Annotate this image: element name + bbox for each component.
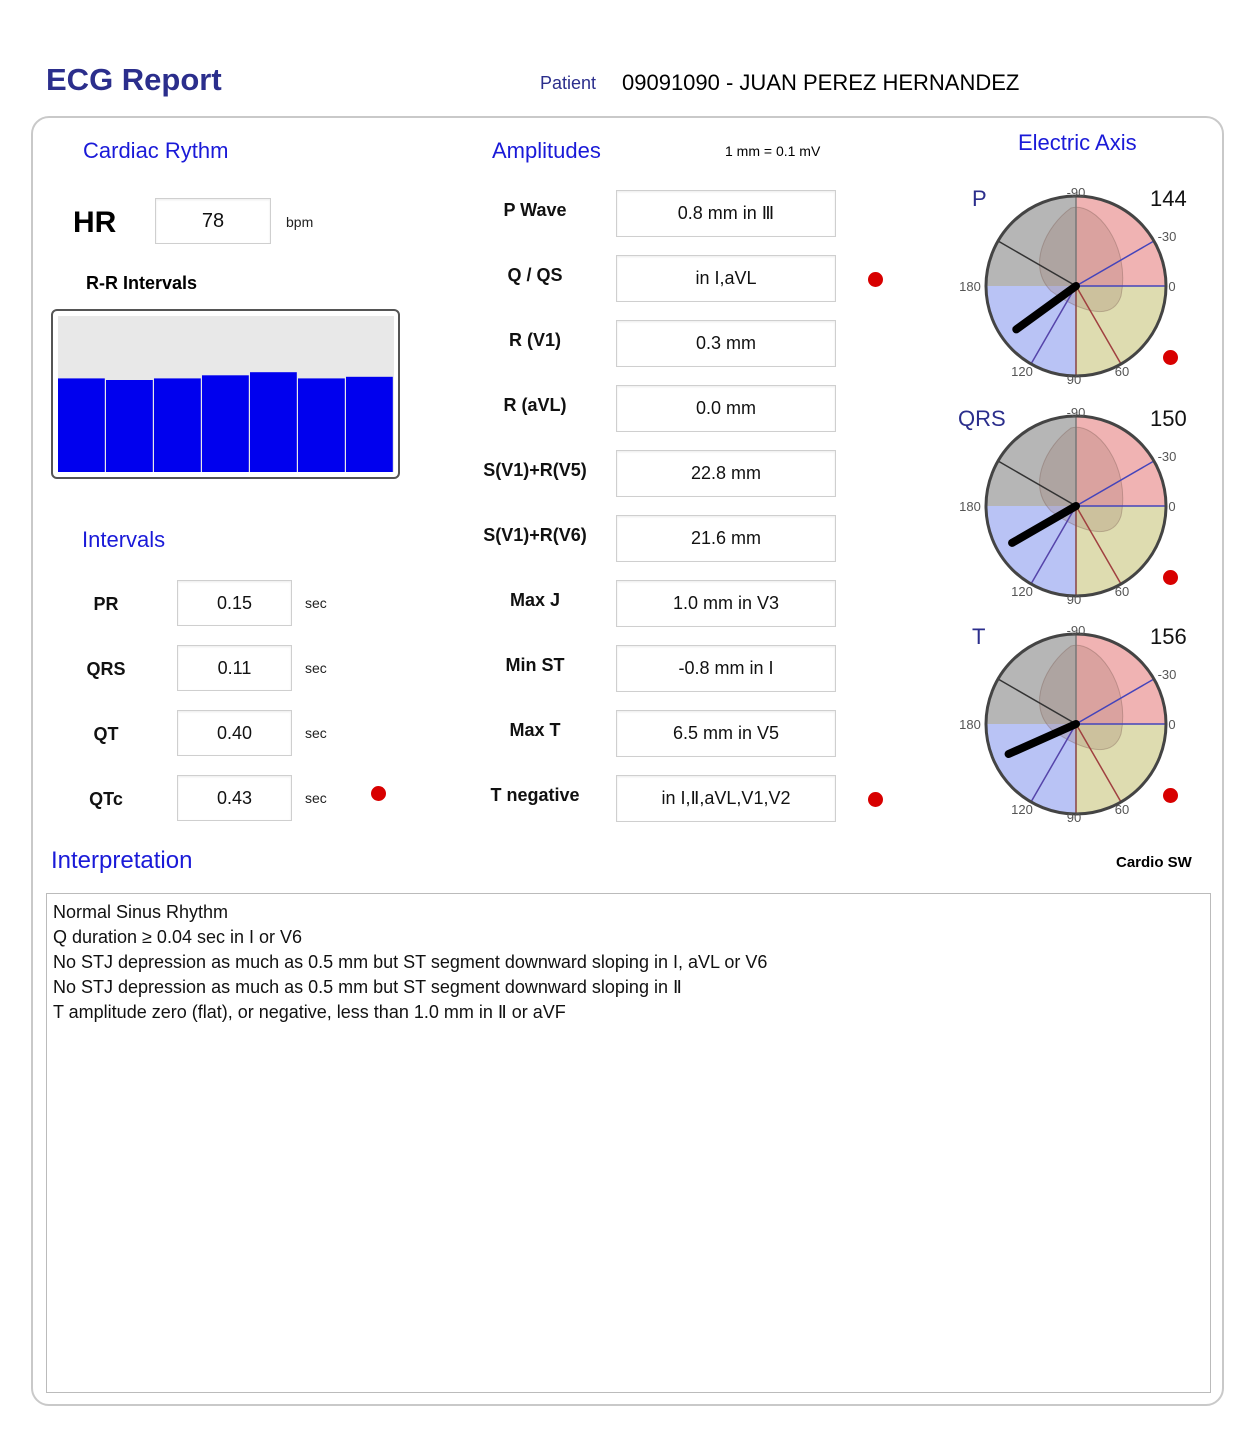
amplitude-label: T negative xyxy=(490,785,580,805)
abnormal-flag-icon xyxy=(1163,570,1178,585)
dial-tick-label: -90 xyxy=(1066,405,1086,420)
dial-tick-label: -90 xyxy=(1066,623,1086,638)
amplitude-label: Max J xyxy=(509,590,561,610)
intervals-title: Intervals xyxy=(82,527,166,552)
dial-tick-label: 90 xyxy=(1066,592,1082,605)
dial-tick-label: 120 xyxy=(1011,584,1033,599)
rr-intervals-svg xyxy=(58,316,394,472)
rr-interval-bar xyxy=(250,372,297,472)
rr-intervals-plot xyxy=(58,316,394,472)
patient-value: 09091090 - JUAN PEREZ HERNANDEZ xyxy=(622,70,1020,95)
report-title: ECG Report xyxy=(46,62,222,97)
cardiac-rhythm-title: Cardiac Rythm xyxy=(83,138,229,163)
hr-value-field: 78 xyxy=(155,198,271,244)
dial-tick-label: -90 xyxy=(1066,185,1086,200)
interval-unit: sec xyxy=(305,595,327,611)
interval-value-field: 0.15 xyxy=(177,580,292,626)
interval-label: QRS xyxy=(86,659,126,679)
abnormal-flag-icon xyxy=(1163,350,1178,365)
interval-label: QT xyxy=(93,724,119,744)
interval-unit: sec xyxy=(305,790,327,806)
interpretation-line: Q duration ≥ 0.04 sec in I or V6 xyxy=(53,927,303,947)
amplitude-scale-note: 1 mm = 0.1 mV xyxy=(725,143,821,159)
dial-tick-label: -30 xyxy=(1157,229,1177,244)
interpretation-line: No STJ depression as much as 0.5 mm but ST segment downward sloping in Ⅱ xyxy=(53,977,682,997)
amplitude-label: R (V1) xyxy=(508,330,561,350)
amplitude-label: S(V1)+R(V6) xyxy=(483,525,587,545)
patient-label: Patient xyxy=(540,73,597,93)
dial-tick-label: 120 xyxy=(1011,364,1033,379)
amplitude-label: R (aVL) xyxy=(503,395,567,415)
amplitude-label: P Wave xyxy=(503,200,567,220)
dial-tick-label: 90 xyxy=(1066,810,1082,823)
interval-unit: sec xyxy=(305,660,327,676)
dial-tick-label: 180 xyxy=(959,279,981,294)
amplitude-value-field: 0.8 mm in Ⅲ xyxy=(616,190,836,237)
interpretation-source: Cardio SW xyxy=(1116,854,1192,871)
amplitude-label: S(V1)+R(V5) xyxy=(483,460,587,480)
dial-tick-label: -30 xyxy=(1157,667,1177,682)
dial-tick-label: -30 xyxy=(1157,449,1177,464)
dial-tick-label: 60 xyxy=(1114,802,1130,817)
rr-interval-bar xyxy=(58,378,105,472)
interpretation-line: Normal Sinus Rhythm xyxy=(53,902,229,922)
abnormal-flag-icon xyxy=(868,272,883,287)
amplitude-value-field: 0.3 mm xyxy=(616,320,836,367)
axis-dial-value: 144 xyxy=(1150,186,1187,211)
dial-tick-label: 180 xyxy=(959,717,981,732)
dial-tick-label: 0 xyxy=(1168,717,1176,732)
amplitude-value-field: 6.5 mm in V5 xyxy=(616,710,836,757)
interpretation-lines xyxy=(53,900,1204,1025)
interval-value-field: 0.11 xyxy=(177,645,292,691)
interval-label: QTc xyxy=(89,789,123,809)
hr-label: HR xyxy=(73,206,117,239)
dial-tick-label: 60 xyxy=(1114,584,1130,599)
amplitude-label: Q / QS xyxy=(507,265,563,285)
rr-interval-bar xyxy=(202,375,249,472)
rr-interval-bar xyxy=(106,380,153,472)
dial-tick-label: 60 xyxy=(1114,364,1130,379)
electric-axis-title: Electric Axis xyxy=(1018,130,1137,155)
amplitude-label: Max T xyxy=(509,720,561,740)
interval-unit: sec xyxy=(305,725,327,741)
hr-unit: bpm xyxy=(286,214,314,230)
dial-tick-label: 0 xyxy=(1168,499,1176,514)
amplitude-value-field: 0.0 mm xyxy=(616,385,836,432)
amplitude-value-field: 22.8 mm xyxy=(616,450,836,497)
dial-tick-label: 0 xyxy=(1168,279,1176,294)
axis-dial-value: 150 xyxy=(1150,406,1187,431)
amplitude-value-field: 21.6 mm xyxy=(616,515,836,562)
interpretation-title: Interpretation xyxy=(51,847,193,874)
rr-interval-bar xyxy=(346,377,393,472)
amplitudes-title: Amplitudes xyxy=(492,138,601,163)
interval-label: PR xyxy=(93,594,119,614)
axis-dial-value: 156 xyxy=(1150,624,1187,649)
abnormal-flag-icon xyxy=(371,786,386,801)
abnormal-flag-icon xyxy=(868,792,883,807)
rr-interval-bar xyxy=(154,378,201,472)
interpretation-line: No STJ depression as much as 0.5 mm but ST segment downward sloping in I, aVL or V6 xyxy=(53,952,768,972)
amplitude-value-field: in I,aVL xyxy=(616,255,836,302)
interpretation-textbox[interactable] xyxy=(46,893,1211,1393)
axis-dial-label: QRS xyxy=(958,406,1006,431)
amplitude-value-field: 1.0 mm in V3 xyxy=(616,580,836,627)
rr-intervals-title: R-R Intervals xyxy=(86,273,198,293)
amplitude-value-field: -0.8 mm in I xyxy=(616,645,836,692)
amplitude-value-field: in I,Ⅱ,aVL,V1,V2 xyxy=(616,775,836,822)
rr-interval-bar xyxy=(298,378,345,472)
dial-tick-label: 90 xyxy=(1066,372,1082,385)
amplitude-label: Min ST xyxy=(505,655,565,675)
axis-dial-label: T xyxy=(972,624,986,649)
axis-dial-label: P xyxy=(972,186,987,211)
abnormal-flag-icon xyxy=(1163,788,1178,803)
interpretation-line: T amplitude zero (flat), or negative, less than 1.0 mm in Ⅱ or aVF xyxy=(53,1002,566,1022)
dial-tick-label: 120 xyxy=(1011,802,1033,817)
dial-tick-label: 180 xyxy=(959,499,981,514)
interval-value-field: 0.43 xyxy=(177,775,292,821)
interval-value-field: 0.40 xyxy=(177,710,292,756)
